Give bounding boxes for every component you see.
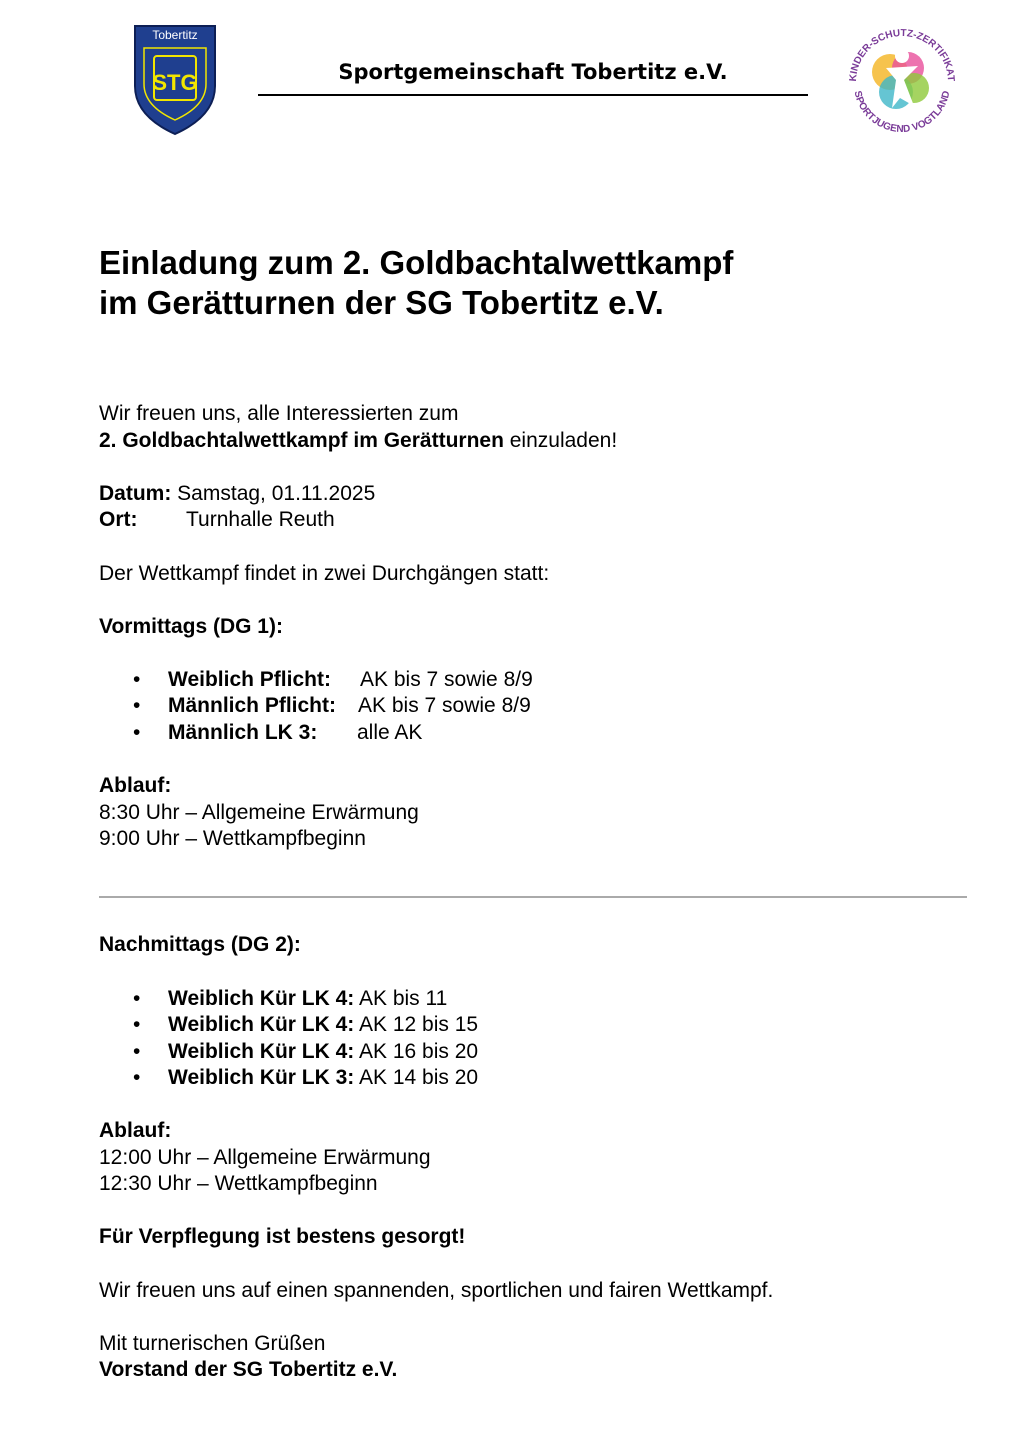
item-value: AK bis 7 sowie 8/9 <box>360 668 533 691</box>
intro-invite-text: einzuladen! <box>503 429 618 452</box>
list-item <box>168 986 447 1013</box>
item-value: AK 16 bis 20 <box>358 1040 479 1063</box>
title-line-2: im Gerätturnen der SG Tobertitz e.V. <box>99 284 664 321</box>
afternoon-schedule-heading: Ablauf: <box>99 1119 172 1142</box>
certificate-logo <box>842 22 962 140</box>
signature: Vorstand der SG Tobertitz e.V. <box>99 1358 398 1381</box>
place-line <box>99 507 138 534</box>
list-item <box>168 1039 478 1066</box>
catering-note: Für Verpflegung ist bestens gesorgt! <box>99 1225 466 1248</box>
item-value: AK 14 bis 20 <box>358 1066 479 1089</box>
bullet-icon: • <box>133 668 141 691</box>
item-value: AK bis 11 <box>358 987 448 1010</box>
morning-schedule-heading: Ablauf: <box>99 774 172 797</box>
morning-heading: Vormittags (DG 1): <box>99 615 283 638</box>
place-value: Turnhalle Reuth <box>186 508 335 531</box>
date-line <box>99 481 375 508</box>
item-value: AK bis 7 sowie 8/9 <box>358 694 531 717</box>
header-club-name: Sportgemeinschaft Tobertitz e.V. <box>338 60 728 84</box>
item-label: Weiblich Kür LK 4: <box>168 1040 355 1063</box>
intro-event-name: 2. Goldbachtalwettkampf im Gerätturnen <box>99 429 504 452</box>
date-label: Datum: <box>99 482 172 505</box>
date-value: Samstag, 01.11.2025 <box>171 482 376 505</box>
item-label: Männlich Pflicht: <box>168 694 336 717</box>
place-label: Ort: <box>99 508 138 531</box>
item-label: Weiblich Pflicht: <box>168 668 331 691</box>
list-item <box>168 720 317 747</box>
rounds-text: Der Wettkampf findet in zwei Durchgängen statt: <box>99 562 550 585</box>
item-value: alle AK <box>357 721 423 744</box>
title-line-1: Einladung zum 2. Goldbachtalwettkampf <box>99 244 734 281</box>
greeting: Mit turnerischen Grüßen <box>99 1332 326 1355</box>
section-divider <box>99 896 967 898</box>
intro-line-2 <box>99 428 617 455</box>
list-item <box>168 667 331 694</box>
intro-line-1: Wir freuen uns, alle Interessierten zum <box>99 402 459 425</box>
item-label: Weiblich Kür LK 4: <box>168 1013 355 1036</box>
afternoon-heading: Nachmittags (DG 2): <box>99 933 301 956</box>
item-label: Weiblich Kür LK 3: <box>168 1066 355 1089</box>
schedule-item: 9:00 Uhr – Wettkampfbeginn <box>99 827 366 850</box>
header-rule <box>258 94 808 96</box>
closing-text: Wir freuen uns auf einen spannenden, sportlichen und fairen Wettkampf. <box>99 1279 774 1302</box>
bullet-icon: • <box>133 987 141 1010</box>
schedule-item: 12:30 Uhr – Wettkampfbeginn <box>99 1172 378 1195</box>
schedule-item: 8:30 Uhr – Allgemeine Erwärmung <box>99 801 419 824</box>
club-logo <box>132 24 218 136</box>
certificate-bottom-text: SPORTJUGEND VOGTLAND <box>851 89 953 136</box>
schedule-item: 12:00 Uhr – Allgemeine Erwärmung <box>99 1146 431 1169</box>
item-label: Weiblich Kür LK 4: <box>168 987 355 1010</box>
certificate-top-text: KINDER-SCHUTZ-ZERTIFIKAT <box>847 27 957 82</box>
bullet-icon: • <box>133 1040 141 1063</box>
item-value: AK 12 bis 15 <box>358 1013 479 1036</box>
bullet-icon: • <box>133 1013 141 1036</box>
logo-club-name: Tobertitz <box>152 28 198 42</box>
bullet-icon: • <box>133 1066 141 1089</box>
list-item <box>168 1012 478 1039</box>
bullet-icon: • <box>133 694 141 717</box>
list-item <box>168 693 336 720</box>
document-title <box>99 243 733 323</box>
logo-monogram: STG <box>152 70 198 95</box>
item-label: Männlich LK 3: <box>168 721 318 744</box>
bullet-icon: • <box>133 721 141 744</box>
list-item <box>168 1065 478 1092</box>
